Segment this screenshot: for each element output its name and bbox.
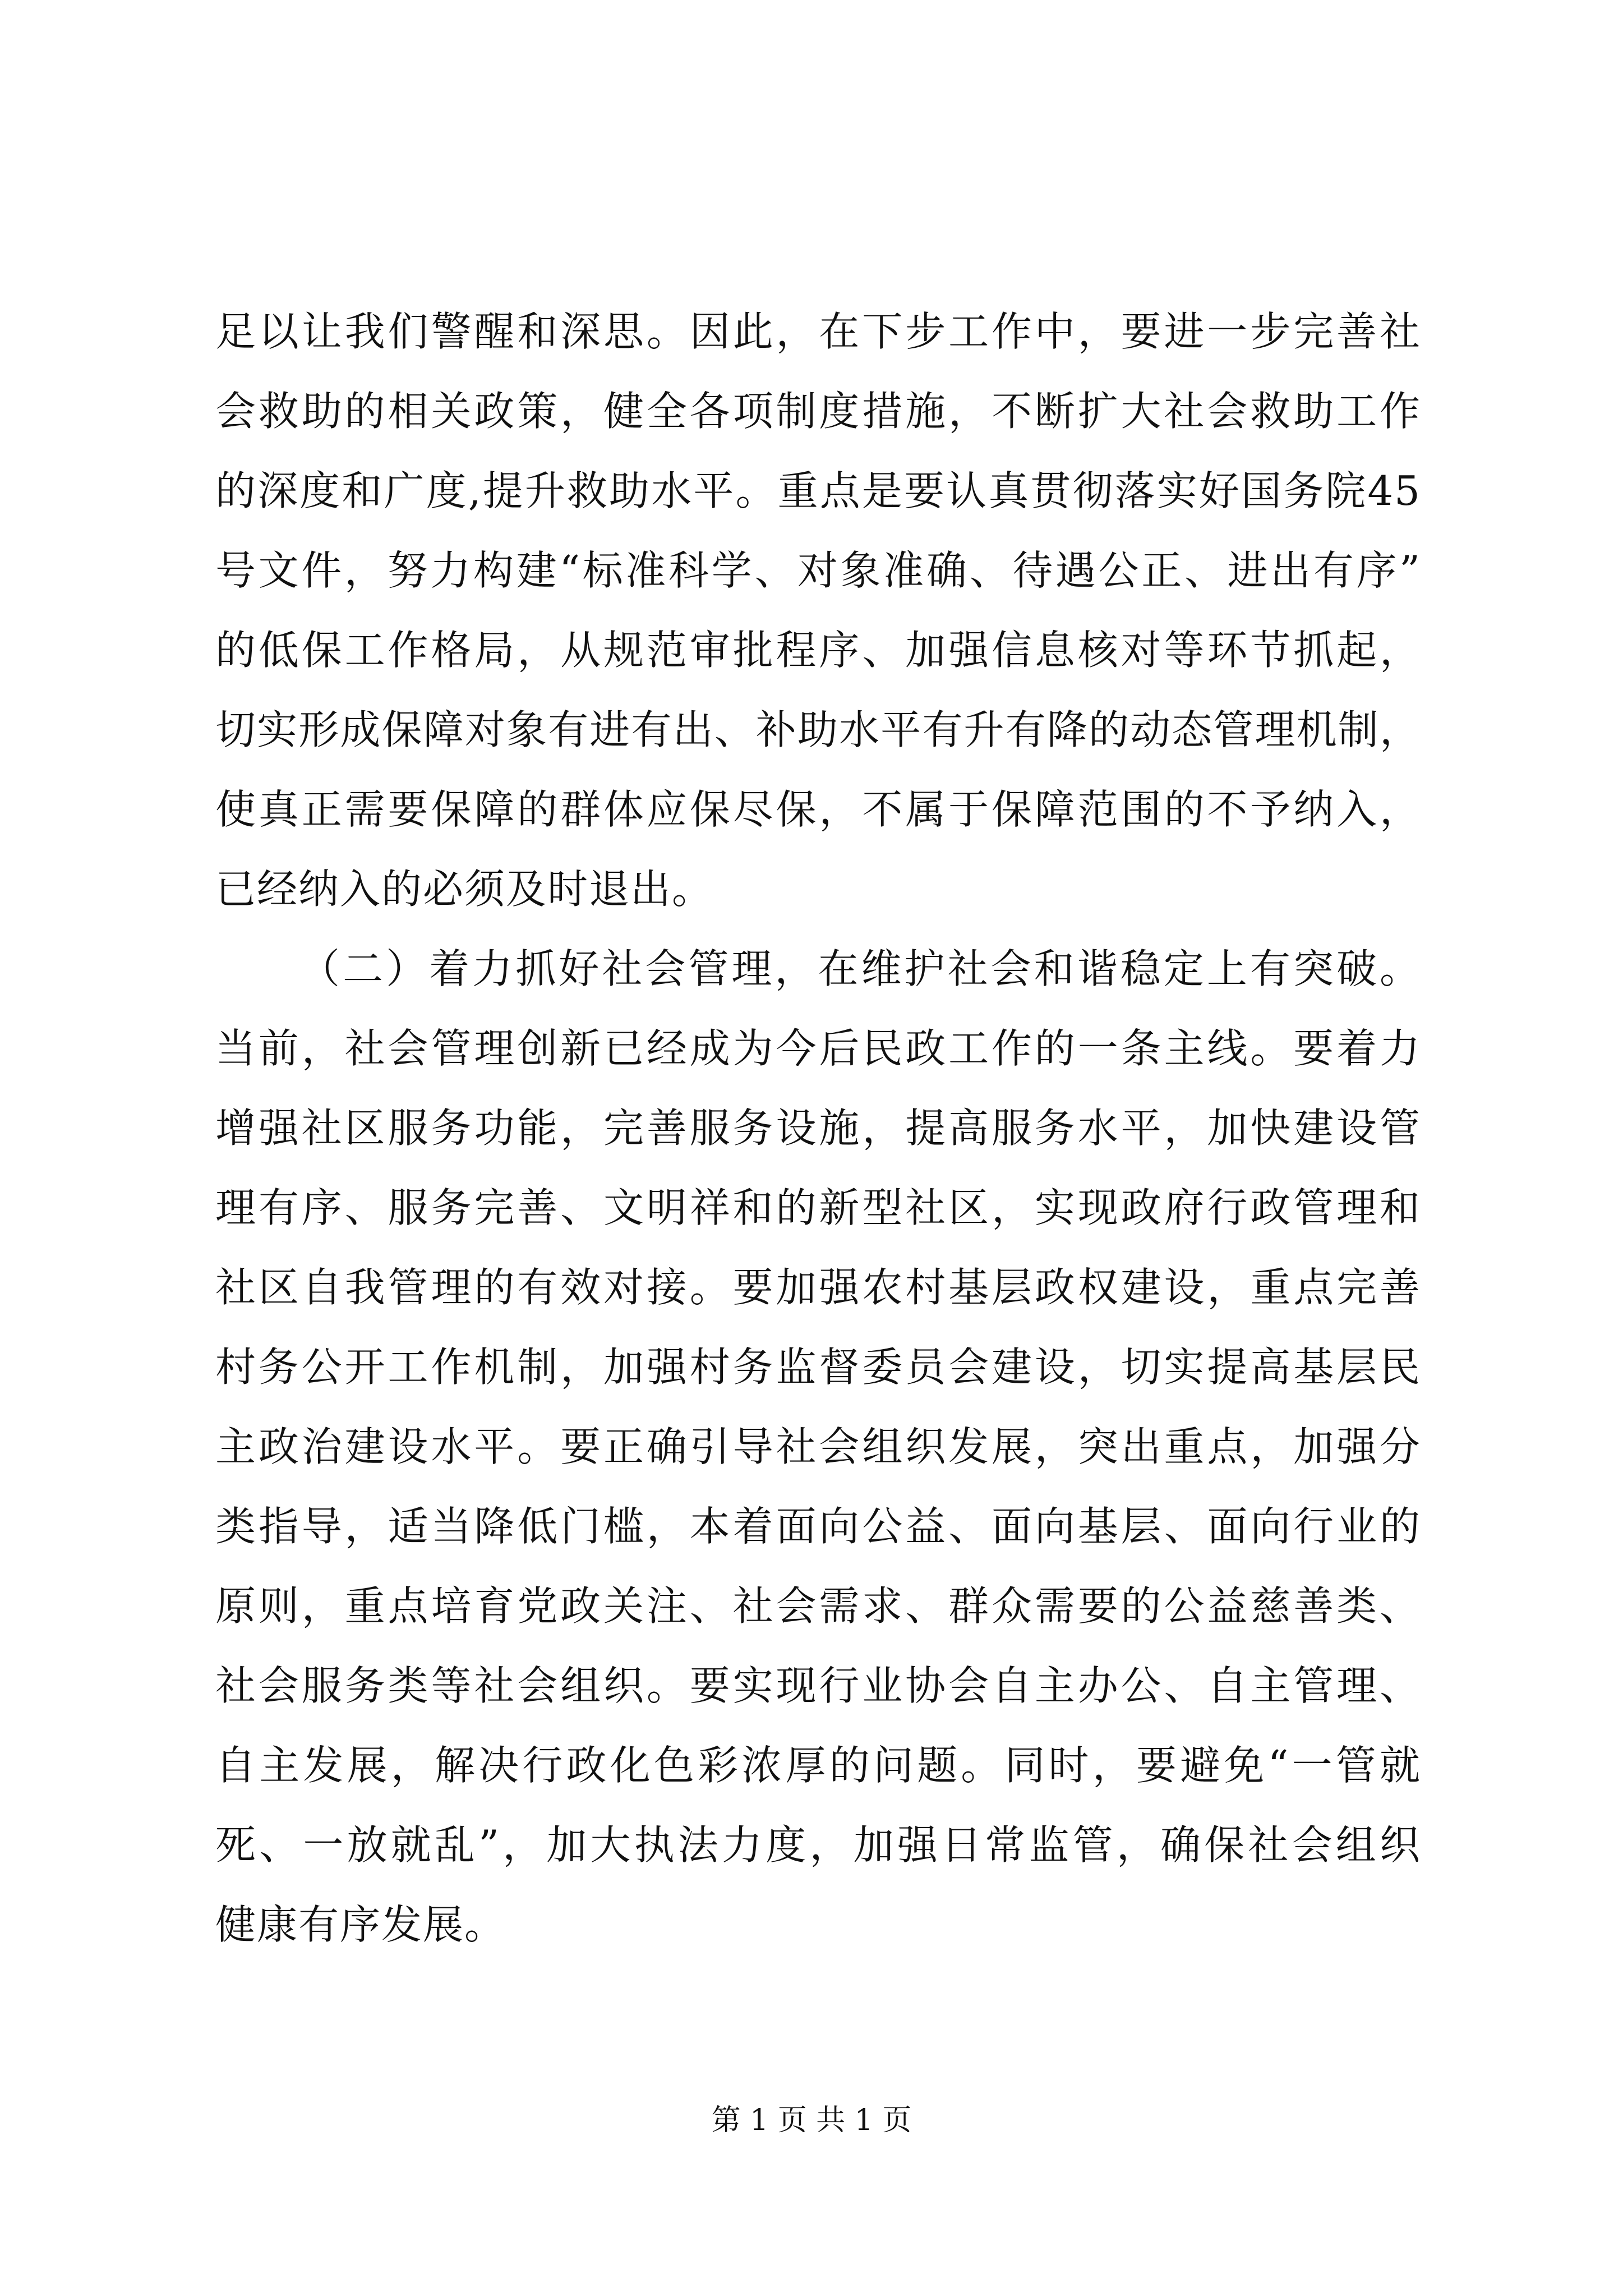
text-line: 的低保工作格局，从规范审批程序、加强信息核对等环节抓起， [215, 627, 1421, 674]
text-line: 当前，社会管理创新已经成为今后民政工作的一条主线。要着力 [215, 1025, 1421, 1072]
text-line: 死、一放就乱”，加大执法力度，加强日常监管，确保社会组织 [215, 1821, 1421, 1869]
text-line: 的深度和广度,提升救助水平。重点是要认真贯彻落实好国务院45 [215, 467, 1421, 514]
text-line: 已经纳入的必须及时退出。 [215, 866, 714, 913]
paragraph-1 [215, 292, 1421, 929]
text-line: 社区自我管理的有效对接。要加强农村基层政权建设，重点完善 [215, 1264, 1421, 1311]
text-line: 社会服务类等社会组织。要实现行业协会自主办公、自主管理、 [215, 1662, 1421, 1709]
text-line: 村务公开工作机制，加强村务监督委员会建设，切实提高基层民 [215, 1343, 1421, 1391]
text-line: 足以让我们警醒和深思。因此，在下步工作中，要进一步完善社 [215, 308, 1421, 355]
text-line: 原则，重点培育党政关注、社会需求、群众需要的公益慈善类、 [215, 1582, 1421, 1630]
text-line: 类指导，适当降低门槛，本着面向公益、面向基层、面向行业的 [215, 1503, 1421, 1550]
page-number-label: 第 1 页 共 1 页 [711, 2104, 912, 2137]
text-line: 健康有序发展。 [215, 1901, 506, 1948]
body-text [215, 292, 1421, 1964]
section-heading-line: （二）着力抓好社会管理，在维护社会和谐稳定上有突破。 [299, 945, 1421, 992]
paragraph-2 [215, 929, 1421, 1964]
text-line: 增强社区服务功能，完善服务设施，提高服务水平，加快建设管 [215, 1105, 1421, 1152]
text-line: 理有序、服务完善、文明祥和的新型社区，实现政府行政管理和 [215, 1184, 1421, 1231]
text-line: 主政治建设水平。要正确引导社会组织发展，突出重点，加强分 [215, 1423, 1421, 1470]
text-line: 自主发展，解决行政化色彩浓厚的问题。同时，要避免“一管就 [215, 1742, 1421, 1789]
text-line: 切实形成保障对象有进有出、补助水平有升有降的动态管理机制， [215, 706, 1421, 753]
text-line: 使真正需要保障的群体应保尽保，不属于保障范围的不予纳入， [215, 786, 1421, 833]
text-line: 会救助的相关政策，健全各项制度措施，不断扩大社会救助工作 [215, 388, 1421, 435]
text-line: 号文件，努力构建“标准科学、对象准确、待遇公正、进出有序” [215, 547, 1421, 594]
page-footer [0, 2101, 1623, 2140]
